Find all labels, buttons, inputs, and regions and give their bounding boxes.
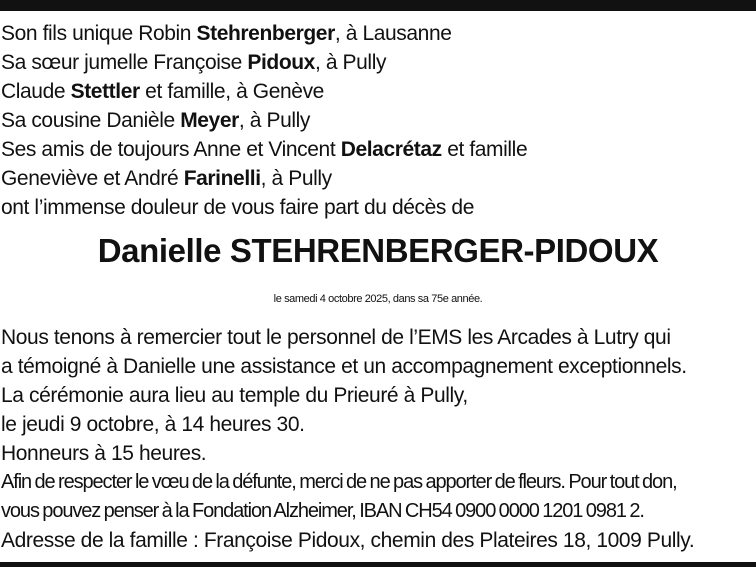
mourner-text: , à Lausanne bbox=[334, 22, 452, 45]
mourner-surname: Farinelli bbox=[183, 167, 261, 190]
body-line: Honneurs à 15 heures. bbox=[1, 442, 207, 465]
announcement-text: ont l’immense douleur de vous faire part du décès de bbox=[1, 196, 474, 219]
top-rule bbox=[0, 0, 756, 11]
death-date: le samedi 4 octobre 2025, dans sa 75e année. bbox=[273, 293, 483, 305]
mourner-surname: Meyer bbox=[180, 109, 239, 132]
mourner-text: Sa cousine Danièle bbox=[1, 109, 181, 132]
body-line: le jeudi 9 octobre, à 14 heures 30. bbox=[1, 413, 305, 436]
mourner-text: Sa sœur jumelle Françoise bbox=[1, 51, 248, 74]
mourner-surname: Pidoux bbox=[247, 51, 315, 74]
mourner-line bbox=[1, 77, 324, 106]
body-line: Afin de respecter le vœu de la défunte, merci de ne pas apporter de fleurs. Pour tout don, bbox=[1, 471, 677, 493]
mourner-line bbox=[1, 135, 527, 164]
mourner-line bbox=[1, 164, 332, 193]
mourner-text: Geneviève et André bbox=[1, 167, 184, 190]
mourner-text: , à Pully bbox=[314, 51, 387, 74]
mourner-text: , à Pully bbox=[260, 167, 332, 190]
mourner-text: et famille, à Genève bbox=[139, 80, 324, 103]
body-line: a témoigné à Danielle une assistance et un accompagnement exceptionnels. bbox=[1, 355, 687, 378]
bottom-rule bbox=[0, 562, 756, 567]
mourner-text: et famille bbox=[441, 138, 528, 161]
mourner-text: Ses amis de toujours Anne et Vincent bbox=[1, 138, 341, 161]
mourner-text: Claude bbox=[1, 80, 71, 103]
mourner-text: , à Pully bbox=[238, 109, 311, 132]
mourner-surname: Stehrenberger bbox=[196, 22, 335, 45]
mourner-text: Son fils unique Robin bbox=[1, 22, 197, 45]
deceased-name: Danielle STEHRENBERGER-PIDOUX bbox=[97, 232, 659, 269]
mourner-line bbox=[1, 19, 452, 48]
family-address: Adresse de la famille : Françoise Pidoux, chemin des Plateires 18, 1009 Pully. bbox=[1, 529, 695, 552]
mourner-line bbox=[1, 48, 386, 77]
body-line: La cérémonie aura lieu au temple du Prieuré à Pully, bbox=[1, 384, 468, 407]
mourner-surname: Stettler bbox=[70, 80, 140, 103]
body-line: Nous tenons à remercier tout le personnel de l’EMS les Arcades à Lutry qui bbox=[1, 326, 671, 349]
body-line: vous pouvez penser à la Fondation Alzheimer, IBAN CH54 0900 0000 1201 0981 2. bbox=[1, 500, 644, 522]
mourner-line bbox=[1, 106, 310, 135]
mourner-surname: Delacrétaz bbox=[340, 138, 442, 161]
